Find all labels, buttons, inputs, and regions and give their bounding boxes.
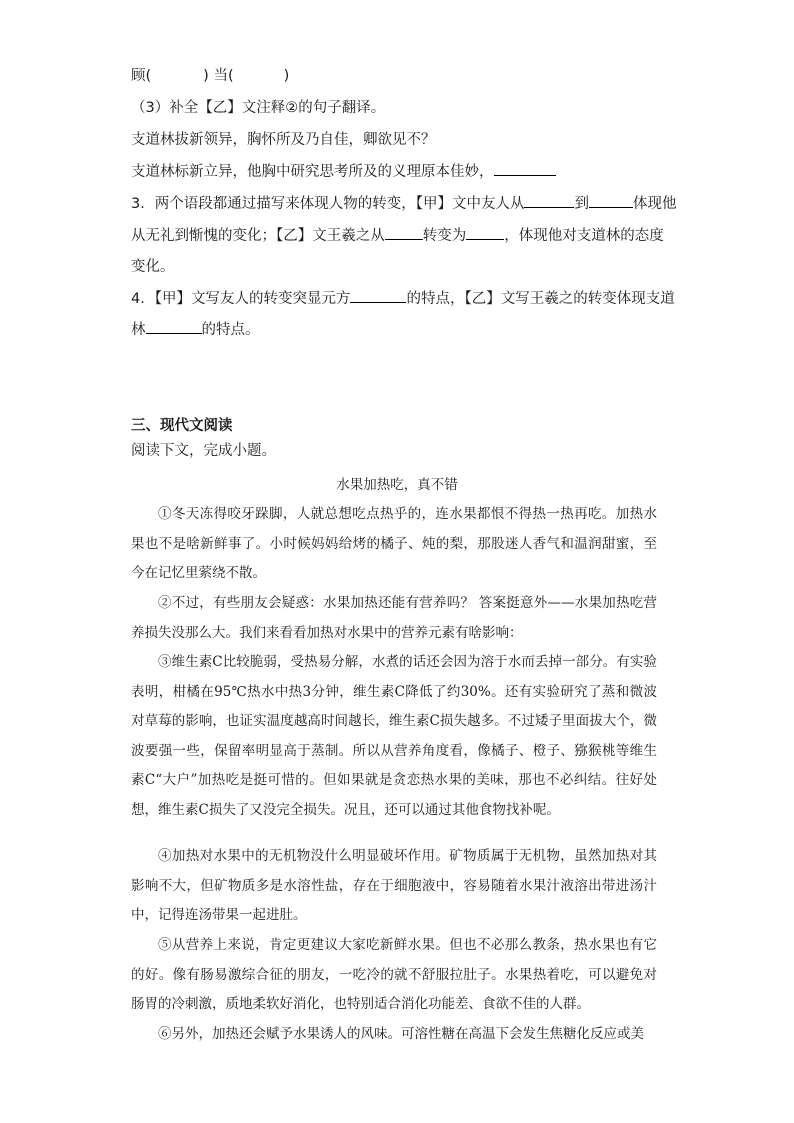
- q3-blank-3[interactable]: [385, 225, 423, 240]
- paragraph-1: ①冬天冻得咬牙跺脚，人就总想吃点热乎的，连水果都恨不得热一热再吃。加热水果也不是啥新鲜事了。小时候妈妈给烤的橘子、炖的梨，那股迷人香气和温润甜蜜，至今在记忆里萦绕不散。: [131, 506, 657, 582]
- question-3-sub: （3）补全【乙】文注释②的句子翻译。: [131, 100, 386, 116]
- q4-text-d: 的特点。: [201, 322, 260, 338]
- question-4-line-2: [131, 319, 260, 340]
- q3-text-c: 体现他: [632, 196, 677, 212]
- q3-text-f: ，体现他对支道林的态度: [504, 228, 664, 244]
- translation-text: 支道林标新立异，他胸中研究思考所及的义理原本佳妙，: [131, 164, 494, 180]
- question-3-line-3: 变化。: [131, 259, 175, 275]
- original-sentence: 支道林拔新领异，胸怀所及乃自佳，卿欲见不？: [131, 132, 436, 148]
- q4-blank-2[interactable]: [146, 319, 202, 334]
- section-instruction: 阅读下文，完成小题。: [131, 443, 276, 459]
- gu-label: 顾(: [131, 68, 152, 84]
- translation-line: [131, 161, 556, 182]
- article-title: 水果加热吃，真不错: [336, 477, 458, 493]
- question-3-line-2: [131, 225, 664, 246]
- question-4-line-1: [131, 288, 675, 309]
- answer-line-gu-dang: [131, 66, 289, 86]
- section-heading: 三、现代文阅读: [131, 418, 233, 434]
- paragraph-5: ⑤从营养上来说，肯定更建议大家吃新鲜水果。但也不必那么教条，热水果也有它的好。像有肠易激综合征的朋友，一吃冷的就不舒服拉肚子。水果热着吃，可以避免对肠胃的冷刺激，质地柔软好消化，也特别适合消化功能差、食欲不佳的人群。: [131, 937, 657, 1013]
- paragraph-6: ⑥另外，加热还会赋予水果诱人的风味。可溶性糖在高温下会发生焦糖化反应或美: [158, 1026, 644, 1042]
- question-3-line-1: [131, 193, 676, 214]
- translation-blank[interactable]: [494, 161, 556, 176]
- q3-text-d: 从无礼到惭愧的变化；【乙】文王羲之从: [131, 228, 385, 244]
- q4-blank-1[interactable]: [350, 288, 406, 303]
- paragraph-3: ③维生素C比较脆弱，受热易分解，水煮的话还会因为溶于水而丢掉一部分。有实验表明，柑橘在95℃热水中热3分钟，维生素C降低了约30%。还有实验研究了蒸和微波对草莓的影响，也证实温度越高时间越长，维生素C损失越多。不过矮子里面拔大个，微波要强一些，保留率明显高于蒸制。所以从营养角度看，像橘子、橙子、猕猴桃等维生素C“大户”加热吃是挺可惜的。但如果就是贪恋热水果的美味，那也不必纠结。往好处想，维生素C损失了又没完全损失。况且，还可以通过其他食物找补呢。: [131, 654, 657, 818]
- q4-text-c: 林: [131, 322, 146, 338]
- paragraph-4: ④加热对水果中的无机物没什么明显破坏作用。矿物质属于无机物，虽然加热对其影响不大，但矿物质多是水溶性盐，存在于细胞液中，容易随着水果汁液溶出带进汤汁中，记得连汤带果一起进肚。: [131, 848, 657, 924]
- q3-blank-4[interactable]: [466, 225, 504, 240]
- paragraph-2: ②不过，有些朋友会疑惑：水果加热还能有营养吗？ 答案挺意外——水果加热吃营养损失没那么大。我们来看看加热对水果中的营养元素有啥影响：: [131, 595, 657, 641]
- q3-text-e: 转变为: [422, 228, 467, 244]
- q3-text-b: 到: [574, 196, 589, 212]
- close-paren: ): [283, 68, 290, 84]
- q4-text-a: 4．【甲】文写友人的转变突显元方: [131, 291, 351, 307]
- dang-label: ) 当(: [203, 68, 234, 84]
- q4-text-b: 的特点，【乙】文写王羲之的转变体现支道: [406, 291, 675, 307]
- q3-text-a: 3．两个语段都通过描写来体现人物的转变，【甲】文中友人从: [131, 196, 525, 212]
- q3-blank-2[interactable]: [589, 193, 633, 208]
- q3-blank-1[interactable]: [524, 193, 574, 208]
